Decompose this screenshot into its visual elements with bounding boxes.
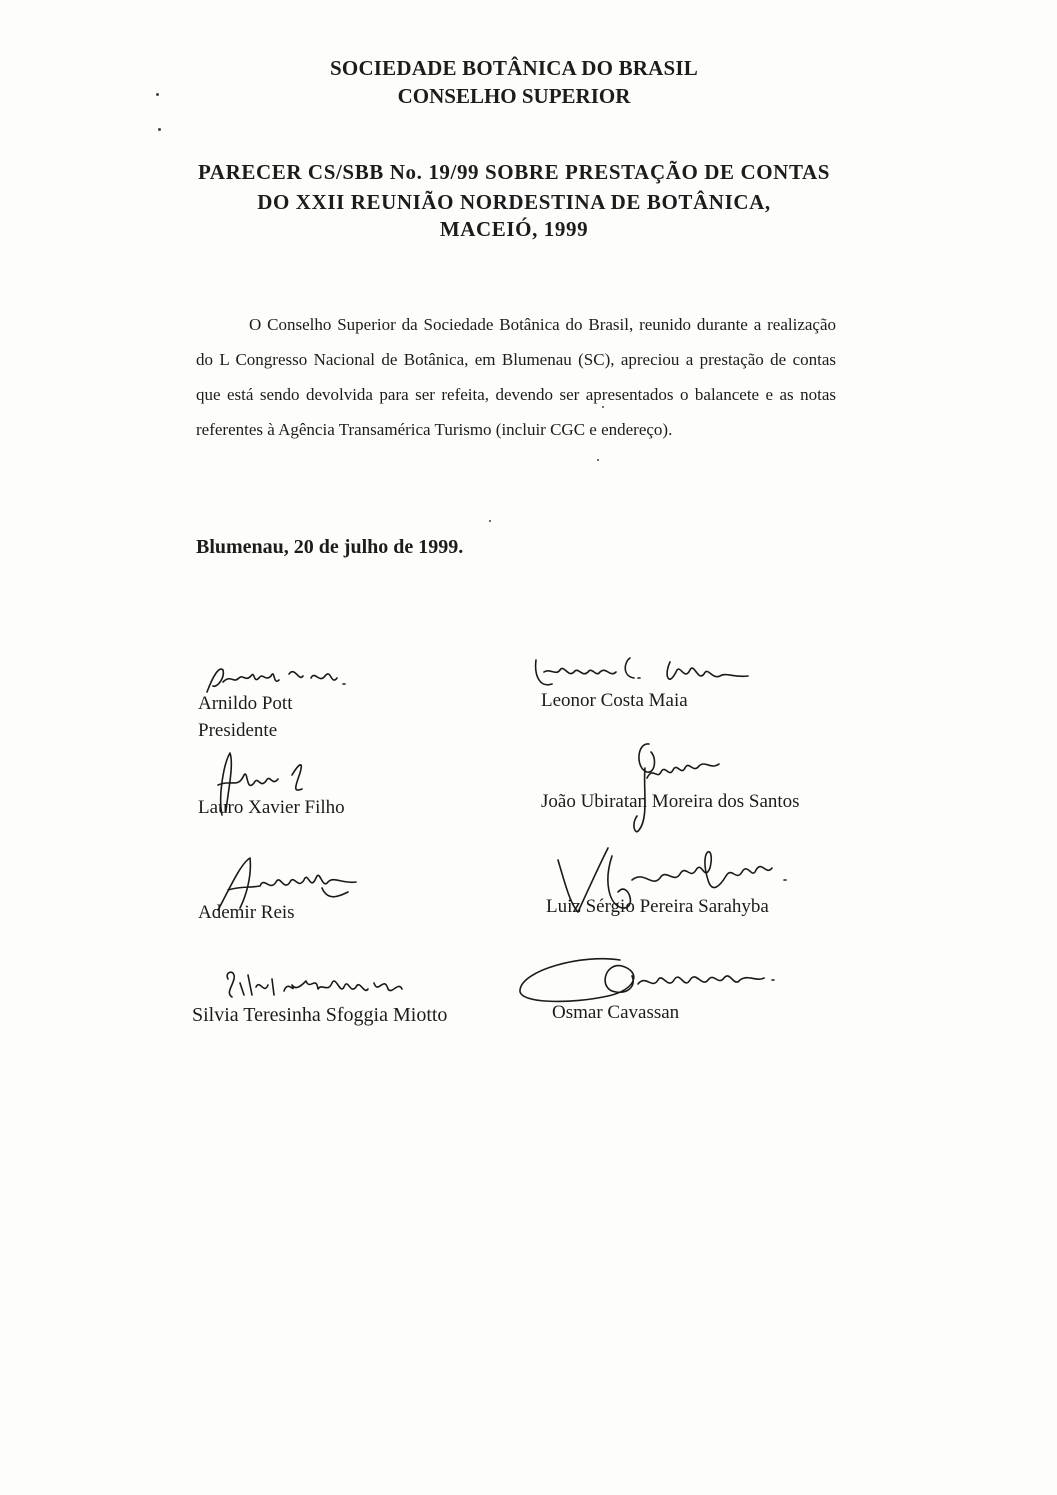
scan-speck — [597, 459, 599, 461]
signatory-name: Ademir Reis — [198, 902, 295, 923]
signatory-name: João Ubiratan Moreira dos Santos — [541, 791, 800, 812]
signature-leonor-maia — [530, 648, 760, 696]
scan-speck — [158, 128, 161, 131]
signatory-name: Lauro Xavier Filho — [198, 797, 345, 818]
signatory-role: Presidente — [198, 720, 278, 741]
scan-speck — [489, 520, 491, 522]
signatory-name: Arnildo Pott — [198, 693, 293, 714]
document-date: Blumenau, 20 de julho de 1999. — [196, 536, 464, 558]
signatory-name: Osmar Cavassan — [552, 1002, 680, 1023]
title-line-2: DO XXII REUNIÃO NORDESTINA DE BOTÂNICA, — [257, 190, 771, 214]
scan-speck — [156, 93, 159, 96]
signatory-name: Leonor Costa Maia — [541, 690, 688, 711]
society-name: SOCIEDADE BOTÂNICA DO BRASIL — [330, 56, 698, 80]
signatory-name: Luiz Sérgio Pereira Sarahyba — [546, 896, 769, 917]
signature-silvia-miotto — [222, 965, 422, 1009]
body-paragraph: O Conselho Superior da Sociedade Botânica do Brasil, reunido durante a realização do L Congresso Nacional de Botânica, em Blumenau (SC), apreciou a prestação de contas que está sendo devolvida para ser refeita, devendo ser apresentados o balancete e as notas referentes à Agência Transamérica Turismo (incluir CGC e endereço). — [196, 315, 836, 439]
scan-speck — [602, 406, 604, 408]
title-line-1: PARECER CS/SBB No. 19/99 SOBRE PRESTAÇÃO DE CONTAS — [197, 160, 831, 184]
title-line-3: MACEIÓ, 1999 — [439, 217, 589, 241]
council-name: CONSELHO SUPERIOR — [397, 84, 631, 108]
signatory-name: Silvia Teresinha Sfoggia Miotto — [192, 1004, 448, 1026]
